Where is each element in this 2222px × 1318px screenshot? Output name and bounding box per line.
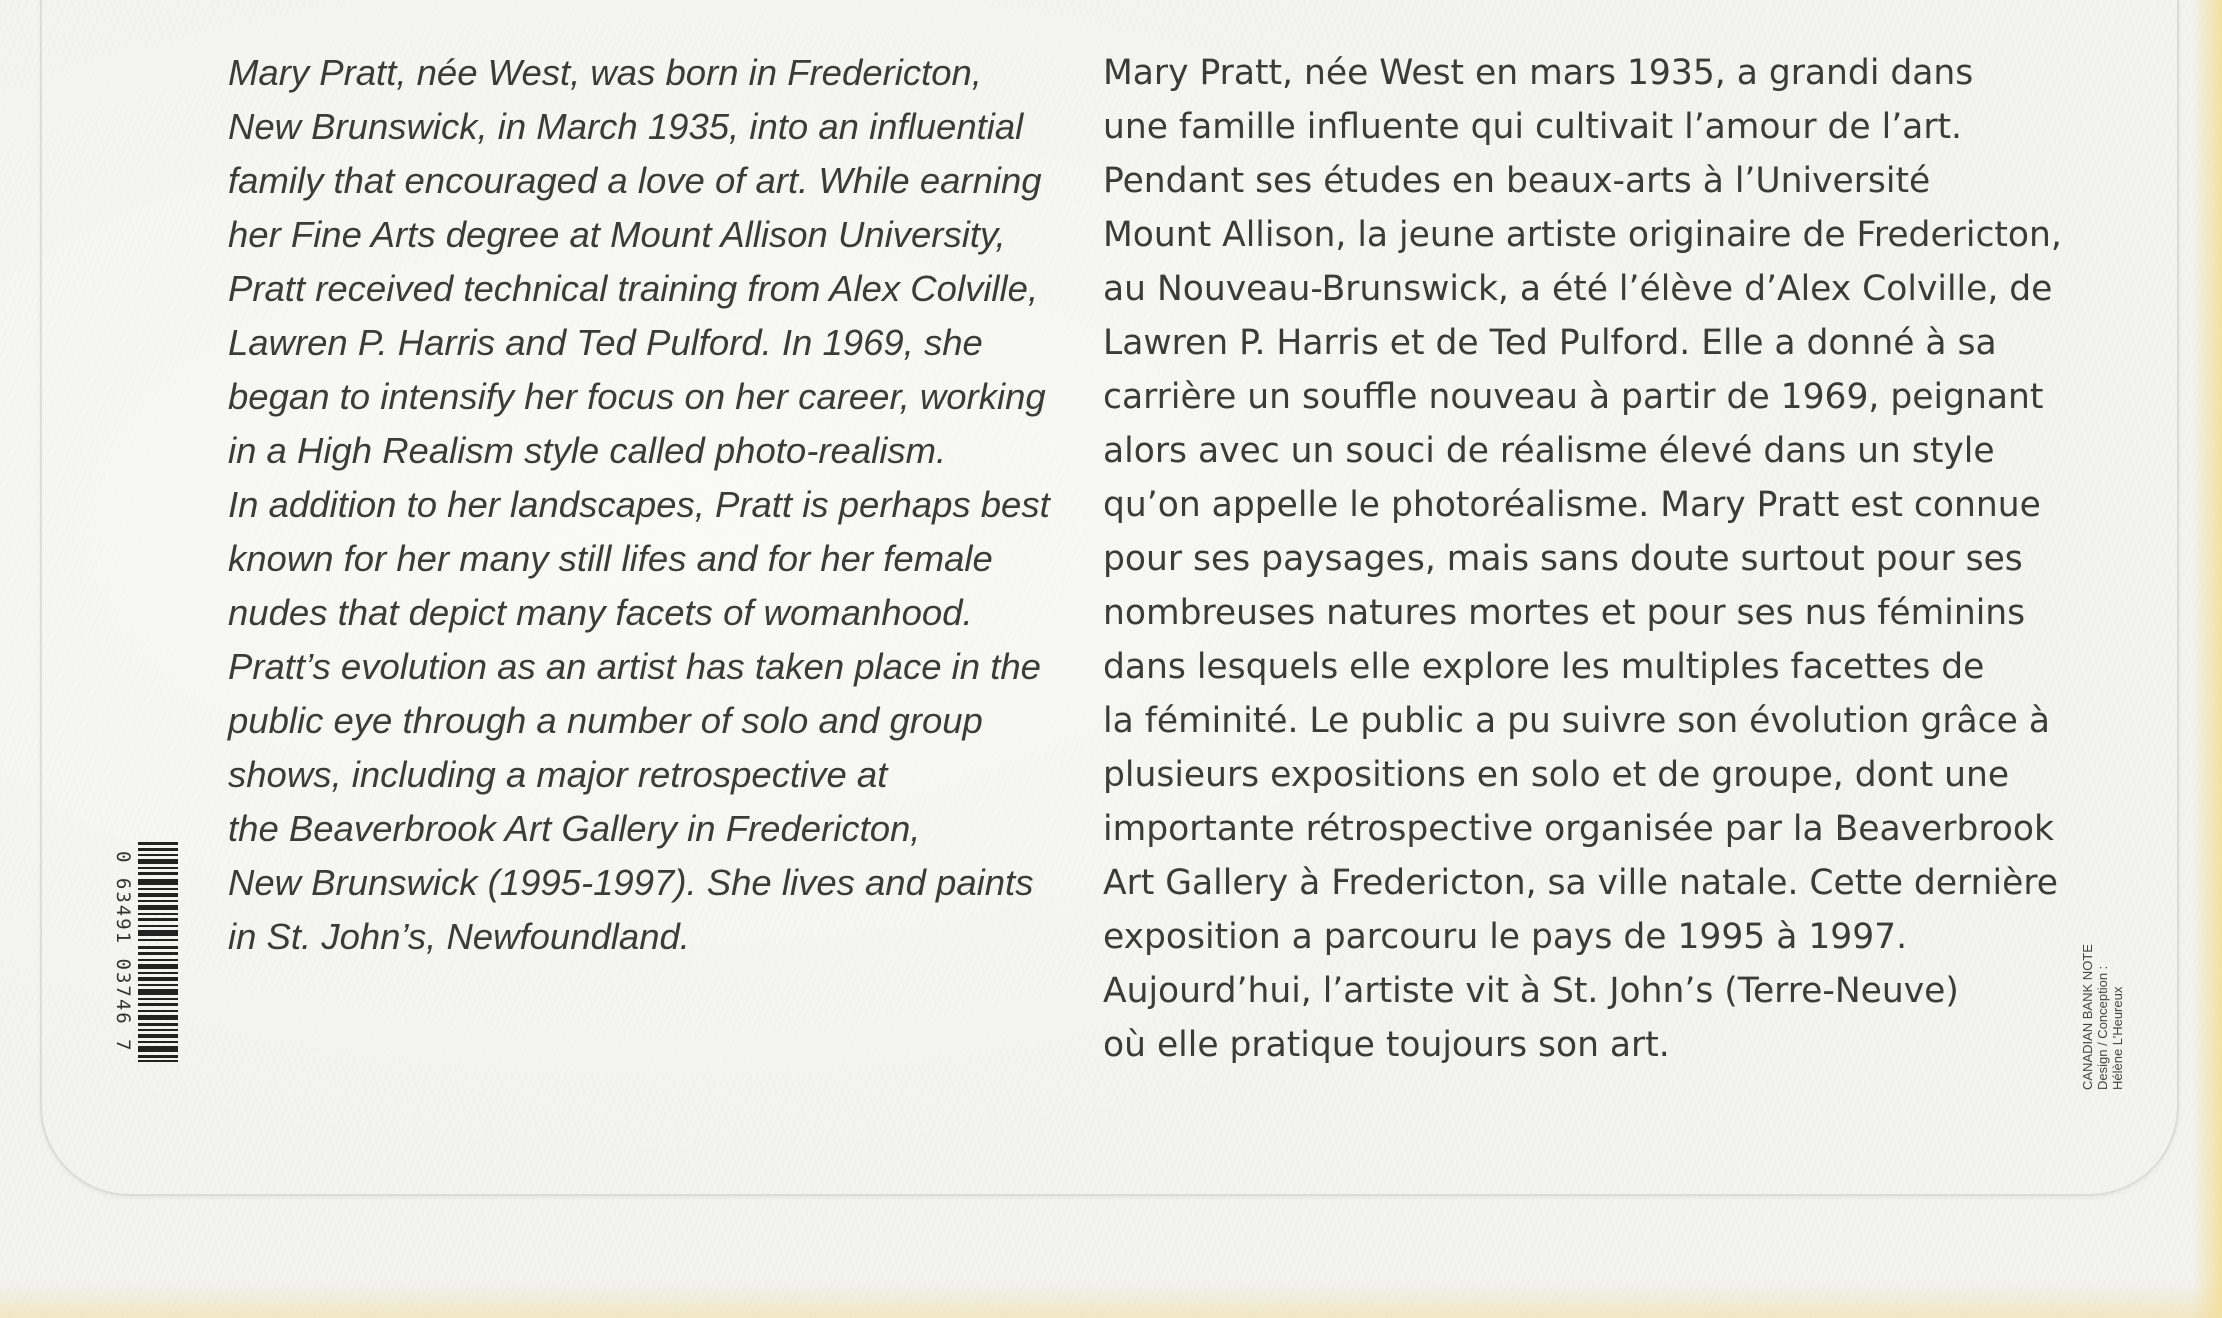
printer-design-credit	[2080, 900, 2128, 1090]
text-line: où elle pratique toujours son art.	[1103, 1025, 1670, 1065]
french-biography	[1103, 46, 2103, 1072]
text-line: nombreuses natures mortes et pour ses nus féminins	[1103, 593, 2026, 633]
text-line: public eye through a number of solo and group	[228, 700, 983, 741]
barcode-bars-icon	[138, 842, 178, 1062]
text-line: Mount Allison, la jeune artiste originaire de Fredericton,	[1103, 215, 2062, 255]
text-line: dans lesquels elle explore les multiples facettes de	[1103, 647, 1985, 687]
text-line: Lawren P. Harris and Ted Pulford. In 1969, she	[228, 322, 983, 363]
text-line: au Nouveau-Brunswick, a été l’élève d’Alex Colville, de	[1103, 269, 2053, 309]
envelope-yellow-edge	[2192, 0, 2222, 1318]
text-line: in St. John’s, Newfoundland.	[228, 916, 690, 957]
text-line: shows, including a major retrospective at	[228, 754, 888, 795]
text-line: her Fine Arts degree at Mount Allison University,	[228, 214, 1006, 255]
text-line: Mary Pratt, née West en mars 1935, a grandi dans	[1103, 53, 1974, 93]
text-line: une famille influente qui cultivait l’amour de l’art.	[1103, 107, 1962, 147]
text-line: In addition to her landscapes, Pratt is perhaps best	[228, 484, 1050, 525]
text-line: family that encouraged a love of art. While earning	[228, 160, 1042, 201]
text-line: Art Gallery à Fredericton, sa ville natale. Cette dernière	[1103, 863, 2058, 903]
text-line: qu’on appelle le photoréalisme. Mary Pratt est connue	[1103, 485, 2041, 525]
text-line: Mary Pratt, née West, was born in Fredericton,	[228, 52, 982, 93]
printer-name: CANADIAN BANK NOTE	[2080, 944, 2095, 1090]
text-line: in a High Realism style called photo-realism.	[228, 430, 947, 471]
text-line: New Brunswick (1995-1997). She lives and paints	[228, 862, 1034, 903]
text-line: Pendant ses études en beaux-arts à l’Université	[1103, 161, 1931, 201]
text-line: alors avec un souci de réalisme élevé dans un style	[1103, 431, 1995, 471]
text-line: known for her many still lifes and for her female	[228, 538, 993, 579]
text-line: pour ses paysages, mais sans doute surtout pour ses	[1103, 539, 2023, 579]
text-line: la féminité. Le public a pu suivre son évolution grâce à	[1103, 701, 2050, 741]
text-line: importante rétrospective organisée par la Beaverbrook	[1103, 809, 2054, 849]
text-line: began to intensify her focus on her career, working	[228, 376, 1046, 417]
text-line: Lawren P. Harris et de Ted Pulford. Elle a donné à sa	[1103, 323, 1997, 363]
text-line: New Brunswick, in March 1935, into an influential	[228, 106, 1024, 147]
text-line: Pratt received technical training from Alex Colville,	[228, 268, 1039, 309]
english-biography	[228, 46, 1098, 964]
text-line: nudes that depict many facets of womanhood.	[228, 592, 973, 633]
text-line: Pratt’s evolution as an artist has taken place in the	[228, 646, 1041, 687]
upc-barcode	[112, 818, 182, 1086]
design-label: Design / Conception :	[2095, 965, 2110, 1090]
text-line: exposition a parcouru le pays de 1995 à 1997.	[1103, 917, 1908, 957]
text-line: the Beaverbrook Art Gallery in Fredericton,	[228, 808, 921, 849]
text-line: carrière un souffle nouveau à partir de 1969, peignant	[1103, 377, 2044, 417]
envelope-yellow-bottom	[0, 1282, 2222, 1318]
text-line: Aujourd’hui, l’artiste vit à St. John’s (Terre-Neuve)	[1103, 971, 1959, 1011]
barcode-digits: 0 63491 03746 7	[112, 851, 134, 1053]
designer-name: Hélène L’Heureux	[2110, 986, 2125, 1090]
text-line: plusieurs expositions en solo et de groupe, dont une	[1103, 755, 2010, 795]
